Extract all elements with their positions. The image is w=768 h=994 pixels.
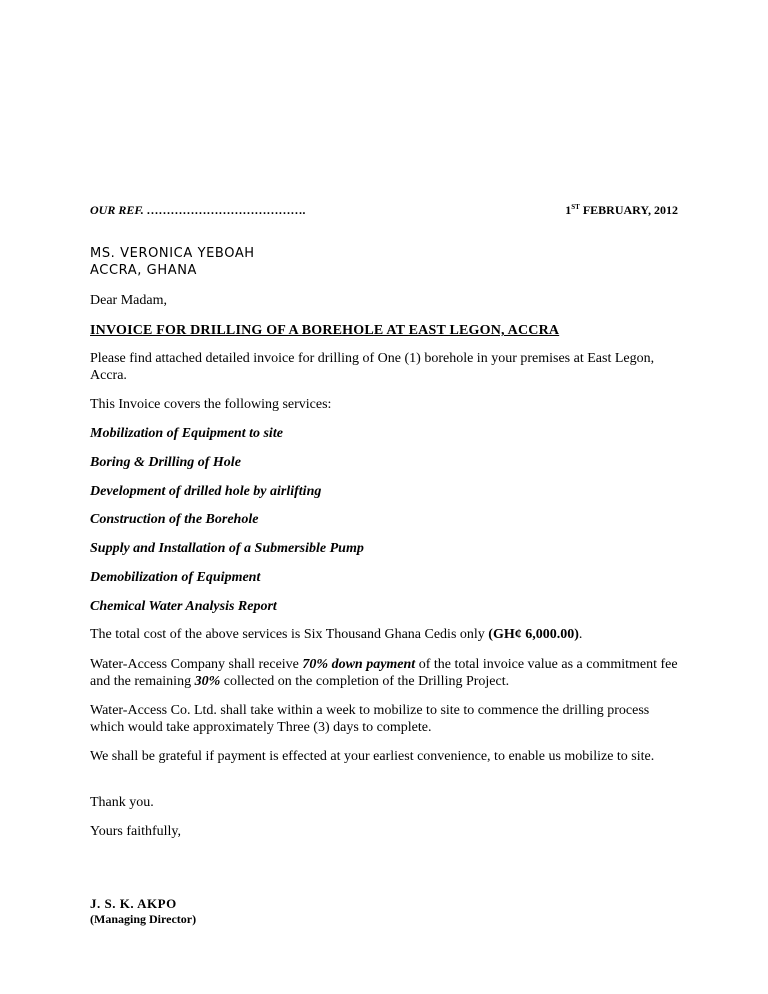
service-item: Development of drilled hole by airlifting	[90, 484, 322, 499]
remaining-percent: 30%	[194, 674, 221, 689]
payment-request-paragraph: We shall be grateful if payment is effected at your earliest convenience, to enable us mobilize to site.	[90, 749, 655, 764]
down-payment: 70% down payment	[302, 657, 416, 672]
service-item: Demobilization of Equipment	[90, 570, 261, 585]
mobilize-paragraph: Water-Access Co. Ltd. shall take within a week to mobilize to site to commence the drilling process which would take approximately Three (3) days to complete.	[90, 703, 650, 735]
our-reference: OUR REF. ………………………………….	[90, 203, 306, 217]
service-item: Mobilization of Equipment to site	[90, 426, 283, 441]
service-item: Supply and Installation of a Submersible Pump	[90, 541, 364, 556]
subject-line: INVOICE FOR DRILLING OF A BOREHOLE AT EAST LEGON, ACCRA	[90, 323, 560, 338]
service-item: Construction of the Borehole	[90, 512, 259, 527]
services-intro: This Invoice covers the following services:	[90, 397, 332, 412]
signatory-name: J. S. K. AKPO	[90, 896, 177, 911]
cost-amount: (GH¢ 6,000.00)	[488, 627, 579, 642]
reference-line	[90, 203, 678, 219]
service-item: Chemical Water Analysis Report	[90, 599, 277, 614]
signatory-title: (Managing Director)	[90, 912, 197, 926]
recipient-name: MS. VERONICA YEBOAH	[90, 246, 255, 261]
letter-date: 1ST FEBRUARY, 2012	[565, 203, 678, 217]
recipient-location: ACCRA, GHANA	[90, 263, 198, 278]
salutation: Dear Madam,	[90, 293, 167, 308]
cost-paragraph: The total cost of the above services is Six Thousand Ghana Cedis only (GH¢ 6,000.00).	[90, 627, 583, 642]
closing-line: Yours faithfully,	[90, 824, 182, 839]
service-item: Boring & Drilling of Hole	[90, 455, 241, 470]
intro-paragraph: Please find attached detailed invoice for drilling of One (1) borehole in your premises at East Legon, Accra.	[90, 351, 655, 383]
payment-paragraph: Water-Access Company shall receive 70% down payment of the total invoice value as a commitment fee and the remaining 30% collected on the completion of the Drilling Project.	[90, 657, 678, 689]
thanks-line: Thank you.	[90, 795, 154, 810]
